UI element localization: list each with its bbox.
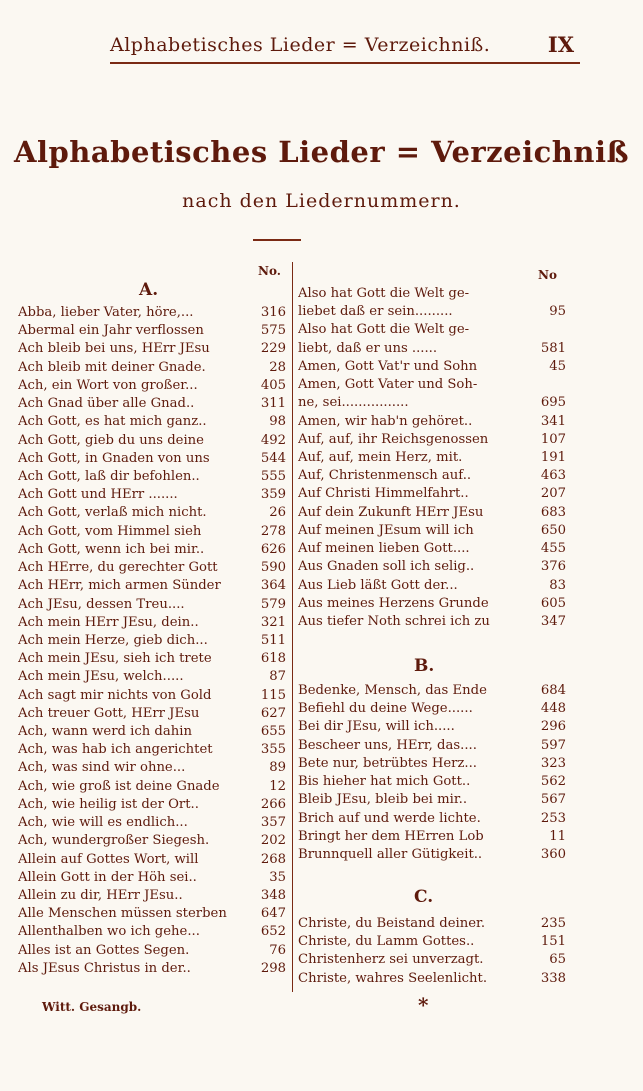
index-entry (18, 413, 286, 431)
entry-title: Ach, ein Wort von großer... (18, 377, 198, 393)
entry-title: Christe, du Lamm Gottes.. (298, 934, 475, 950)
entry-title: Ach Gott, laß dir befohlen.. (18, 468, 200, 484)
entry-number: 107 (540, 431, 566, 447)
index-entry (298, 933, 566, 951)
entry-title: Bete nur, betrübtes Herz... (298, 755, 477, 771)
entry-number: 405 (260, 377, 286, 393)
right-index-column-b (298, 682, 566, 864)
index-entry (18, 614, 286, 632)
entry-number: 511 (260, 632, 286, 648)
index-entry (298, 394, 566, 412)
entry-title: Ach, wundergroßer Siegesh. (18, 833, 210, 849)
entry-title: Ach, wie heilig ist der Ort.. (18, 796, 199, 812)
index-entry (18, 687, 286, 705)
index-entry (298, 321, 566, 339)
entry-title: Ach bleib bei uns, HErr JEsu (18, 341, 210, 357)
entry-title: Bedenke, Mensch, das Ende (298, 683, 487, 698)
index-entry (18, 650, 286, 668)
entry-number: 296 (540, 719, 566, 735)
entry-title: liebet daß er sein......... (298, 304, 453, 320)
index-entry (298, 558, 566, 576)
index-entry (18, 450, 286, 468)
index-entry (298, 718, 566, 736)
entry-number: 359 (260, 487, 286, 503)
entry-number: 618 (260, 651, 286, 667)
entry-title: Aus tiefer Noth schrei ich zu (298, 613, 490, 629)
entry-title: Ach Gott, in Gnaden von uns (18, 450, 210, 466)
index-entry (298, 755, 566, 773)
index-entry (18, 304, 286, 322)
entry-title: Ach, wann werd ich dahin (18, 724, 192, 740)
entry-title: Ach HErre, du gerechter Gott (18, 560, 218, 576)
index-entry (298, 791, 566, 809)
entry-title: Ach treuer Gott, HErr JEsu (18, 705, 200, 721)
index-entry (298, 810, 566, 828)
index-entry (18, 559, 286, 577)
entry-number: 89 (269, 760, 286, 776)
entry-number: 376 (540, 559, 566, 575)
index-entry (18, 577, 286, 595)
entry-title: Bei dir JEsu, will ich..... (298, 719, 455, 735)
entry-title: Ach mein HErr JEsu, dein.. (18, 614, 199, 630)
entry-number: 627 (260, 705, 286, 721)
entry-title: Aus meines Herzens Grunde (298, 595, 489, 611)
index-entry (18, 960, 286, 978)
entry-title: Ach Gott, verlaß mich nicht. (18, 505, 207, 521)
entry-number: 266 (260, 796, 286, 812)
entry-title: Auf meinen lieben Gott.... (298, 541, 470, 557)
left-index-column (18, 304, 286, 978)
entry-number: 35 (269, 869, 286, 885)
entry-title: Ach Gott und HErr ....... (18, 487, 178, 503)
entry-number: 202 (260, 833, 286, 849)
index-entry (298, 522, 566, 540)
entry-title: Ach Gnad über alle Gnad.. (18, 396, 195, 412)
index-entry (18, 668, 286, 686)
entry-title: Ach Gott, wenn ich bei mir.. (18, 541, 205, 557)
page-number: IX (547, 32, 574, 57)
entry-number: 626 (260, 541, 286, 557)
entry-number: 655 (260, 724, 286, 740)
index-entry (18, 814, 286, 832)
index-entry (298, 449, 566, 467)
entry-number: 683 (540, 504, 566, 520)
entry-title: Allein zu dir, HErr JEsu.. (18, 888, 183, 903)
entry-number: 253 (540, 810, 566, 826)
entry-number: 268 (260, 851, 286, 867)
entry-title: Christenherz sei unverzagt. (298, 952, 484, 968)
entry-title: Bescheer uns, HErr, das.... (298, 737, 477, 753)
entry-title: Abermal ein Jahr verflossen (18, 323, 204, 339)
index-entry (18, 905, 286, 923)
entry-number: 98 (269, 414, 286, 430)
entry-number: 115 (260, 687, 286, 703)
entry-number: 463 (540, 468, 566, 484)
entry-title: Aus Gnaden soll ich selig.. (298, 559, 475, 575)
index-entry (18, 395, 286, 413)
index-entry (298, 828, 566, 846)
entry-title: Ach, wie groß ist deine Gnade (18, 778, 220, 794)
index-entry (298, 413, 566, 431)
section-heading-c: C. (414, 887, 434, 907)
index-entry (298, 577, 566, 595)
index-entry (298, 358, 566, 376)
index-entry (298, 700, 566, 718)
entry-title: Bringt her dem HErren Lob (298, 828, 484, 844)
index-entry (18, 705, 286, 723)
title-rule (253, 239, 301, 241)
section-heading-a: A. (139, 280, 159, 300)
signature-mark: Witt. Gesangb. (42, 1000, 142, 1014)
entry-number: 652 (260, 924, 286, 940)
entry-title: Alle Menschen müssen sterben (18, 906, 227, 922)
entry-number: 321 (260, 614, 286, 630)
entry-number: 562 (540, 774, 566, 790)
entry-title: Auf Christi Himmelfahrt.. (298, 486, 469, 502)
index-entry (18, 468, 286, 486)
entry-title: Brich auf und werde lichte. (298, 810, 481, 826)
index-entry (18, 523, 286, 541)
index-entry (298, 340, 566, 358)
entry-number: 65 (549, 952, 566, 968)
entry-number: 28 (269, 359, 286, 375)
index-entry (18, 322, 286, 340)
entry-number: 575 (260, 323, 286, 339)
entry-title: Ach sagt mir nichts von Gold (18, 687, 212, 703)
entry-title: Ach, was sind wir ohne... (18, 760, 186, 776)
entry-number: 191 (540, 449, 566, 465)
entry-number: 278 (260, 523, 286, 539)
entry-number: 151 (540, 934, 566, 950)
index-entry (298, 540, 566, 558)
index-entry (18, 942, 286, 960)
entry-title: Amen, Gott Vater und Soh- (298, 377, 478, 393)
entry-number: 555 (260, 468, 286, 484)
section-heading-b: B. (414, 656, 435, 676)
page-subtitle: nach den Liedernummern. (182, 190, 461, 212)
index-entry (18, 759, 286, 777)
index-entry (298, 846, 566, 864)
number-header-left: No. (258, 264, 281, 278)
index-entry (18, 377, 286, 395)
entry-number: 579 (260, 596, 286, 612)
entry-number: 448 (540, 701, 566, 717)
entry-title: Auf, auf, ihr Reichsgenossen (298, 431, 489, 447)
running-head (110, 32, 580, 64)
entry-number: 26 (269, 505, 286, 521)
index-entry (18, 741, 286, 759)
index-entry (298, 970, 566, 988)
entry-title: Christe, du Beistand deiner. (298, 916, 486, 931)
index-entry (18, 723, 286, 741)
entry-number: 95 (549, 304, 566, 320)
entry-number: 355 (260, 742, 286, 758)
entry-title: Alles ist an Gottes Segen. (18, 942, 190, 958)
right-index-column-a (298, 285, 566, 631)
index-entry (18, 778, 286, 796)
entry-title: Befiehl du deine Wege...... (298, 701, 473, 717)
entry-title: Amen, Gott Vat'r und Sohn (298, 358, 478, 374)
entry-number: 235 (540, 916, 566, 931)
entry-title: Also hat Gott die Welt ge- (298, 286, 470, 301)
entry-number: 207 (540, 486, 566, 502)
entry-number: 567 (540, 792, 566, 808)
entry-title: Ach JEsu, dessen Treu.... (18, 596, 185, 612)
entry-title: Also hat Gott die Welt ge- (298, 322, 470, 338)
index-entry (298, 431, 566, 449)
entry-number: 597 (540, 737, 566, 753)
index-entry (18, 796, 286, 814)
entry-title: Allein Gott in der Höh sei.. (18, 869, 197, 885)
entry-number: 11 (549, 828, 566, 844)
entry-number: 492 (260, 432, 286, 448)
running-head-title: Alphabetisches Lieder = Verzeichniß. (110, 34, 491, 56)
index-entry (18, 432, 286, 450)
index-entry (298, 285, 566, 303)
entry-number: 605 (540, 595, 566, 611)
entry-title: Brunnquell aller Gütigkeit.. (298, 846, 483, 862)
entry-title: Auf meinen JEsum will ich (298, 522, 474, 538)
entry-title: Auf dein Zukunft HErr JEsu (298, 504, 484, 520)
entry-title: Ach Gott, vom Himmel sieh (18, 523, 202, 539)
entry-title: Ach HErr, mich armen Sünder (18, 578, 221, 594)
entry-title: Allein auf Gottes Wort, will (18, 851, 199, 867)
entry-number: 348 (260, 888, 286, 903)
index-entry (18, 851, 286, 869)
right-index-column-c (298, 915, 566, 988)
entry-number: 45 (549, 358, 566, 374)
index-entry (18, 504, 286, 522)
index-entry (298, 682, 566, 700)
index-entry (18, 486, 286, 504)
entry-number: 650 (540, 522, 566, 538)
entry-number: 298 (260, 960, 286, 976)
entry-title: Ach mein JEsu, welch..... (18, 669, 184, 685)
entry-number: 338 (540, 970, 566, 986)
index-entry (298, 376, 566, 394)
index-entry (298, 303, 566, 321)
index-entry (298, 915, 566, 933)
entry-number: 229 (260, 341, 286, 357)
entry-number: 87 (269, 669, 286, 685)
entry-title: Christe, wahres Seelenlicht. (298, 970, 488, 986)
index-entry (18, 340, 286, 358)
entry-title: Ach bleib mit deiner Gnade. (18, 359, 206, 375)
entry-title: Ach, wie will es endlich... (18, 815, 188, 831)
entry-number: 316 (260, 305, 286, 320)
index-entry (298, 951, 566, 969)
entry-number: 544 (260, 450, 286, 466)
index-entry (298, 737, 566, 755)
entry-title: Amen, wir hab'n gehöret.. (298, 413, 473, 429)
entry-title: ne, sei................ (298, 395, 409, 411)
index-entry (18, 632, 286, 650)
index-entry (18, 359, 286, 377)
entry-title: Allenthalben wo ich gehe... (18, 924, 200, 940)
footer-star: * (418, 993, 429, 1017)
entry-title: liebt, daß er uns ...... (298, 340, 438, 356)
entry-number: 684 (540, 683, 566, 698)
index-entry (298, 485, 566, 503)
index-entry (18, 596, 286, 614)
index-entry (298, 613, 566, 631)
index-entry (298, 504, 566, 522)
entry-title: Bleib JEsu, bleib bei mir.. (298, 792, 468, 808)
entry-number: 695 (540, 395, 566, 411)
index-entry (18, 923, 286, 941)
entry-number: 455 (540, 541, 566, 557)
entry-title: Auf, Christenmensch auf.. (298, 468, 472, 484)
entry-number: 341 (540, 413, 566, 429)
index-entry (18, 887, 286, 905)
column-divider (292, 262, 293, 992)
entry-number: 364 (260, 578, 286, 594)
entry-number: 357 (260, 815, 286, 831)
index-entry (18, 832, 286, 850)
entry-title: Auf, auf, mein Herz, mit. (298, 449, 463, 465)
entry-title: Aus Lieb läßt Gott der... (298, 577, 458, 593)
number-header-right: No (538, 268, 557, 282)
entry-number: 360 (540, 846, 566, 862)
entry-title: Bis hieher hat mich Gott.. (298, 774, 471, 790)
entry-title: Abba, lieber Vater, höre,... (18, 305, 194, 320)
entry-number: 323 (540, 755, 566, 771)
index-entry (18, 869, 286, 887)
entry-number: 347 (540, 613, 566, 629)
index-entry (298, 595, 566, 613)
page-title: Alphabetisches Lieder = Verzeichniß (14, 135, 629, 169)
entry-title: Als JEsus Christus in der.. (18, 960, 191, 976)
entry-number: 590 (260, 560, 286, 576)
entry-number: 311 (260, 396, 286, 412)
entry-title: Ach mein JEsu, sieh ich trete (18, 651, 212, 667)
entry-title: Ach, was hab ich angerichtet (18, 742, 213, 758)
entry-number: 83 (549, 577, 566, 593)
entry-title: Ach Gott, es hat mich ganz.. (18, 414, 207, 430)
entry-title: Ach mein Herze, gieb dich... (18, 632, 208, 648)
entry-number: 647 (260, 906, 286, 922)
entry-number: 76 (269, 942, 286, 958)
entry-title: Ach Gott, gieb du uns deine (18, 432, 204, 448)
index-entry (298, 773, 566, 791)
entry-number: 581 (540, 340, 566, 356)
index-entry (18, 541, 286, 559)
entry-number: 12 (269, 778, 286, 794)
index-entry (298, 467, 566, 485)
